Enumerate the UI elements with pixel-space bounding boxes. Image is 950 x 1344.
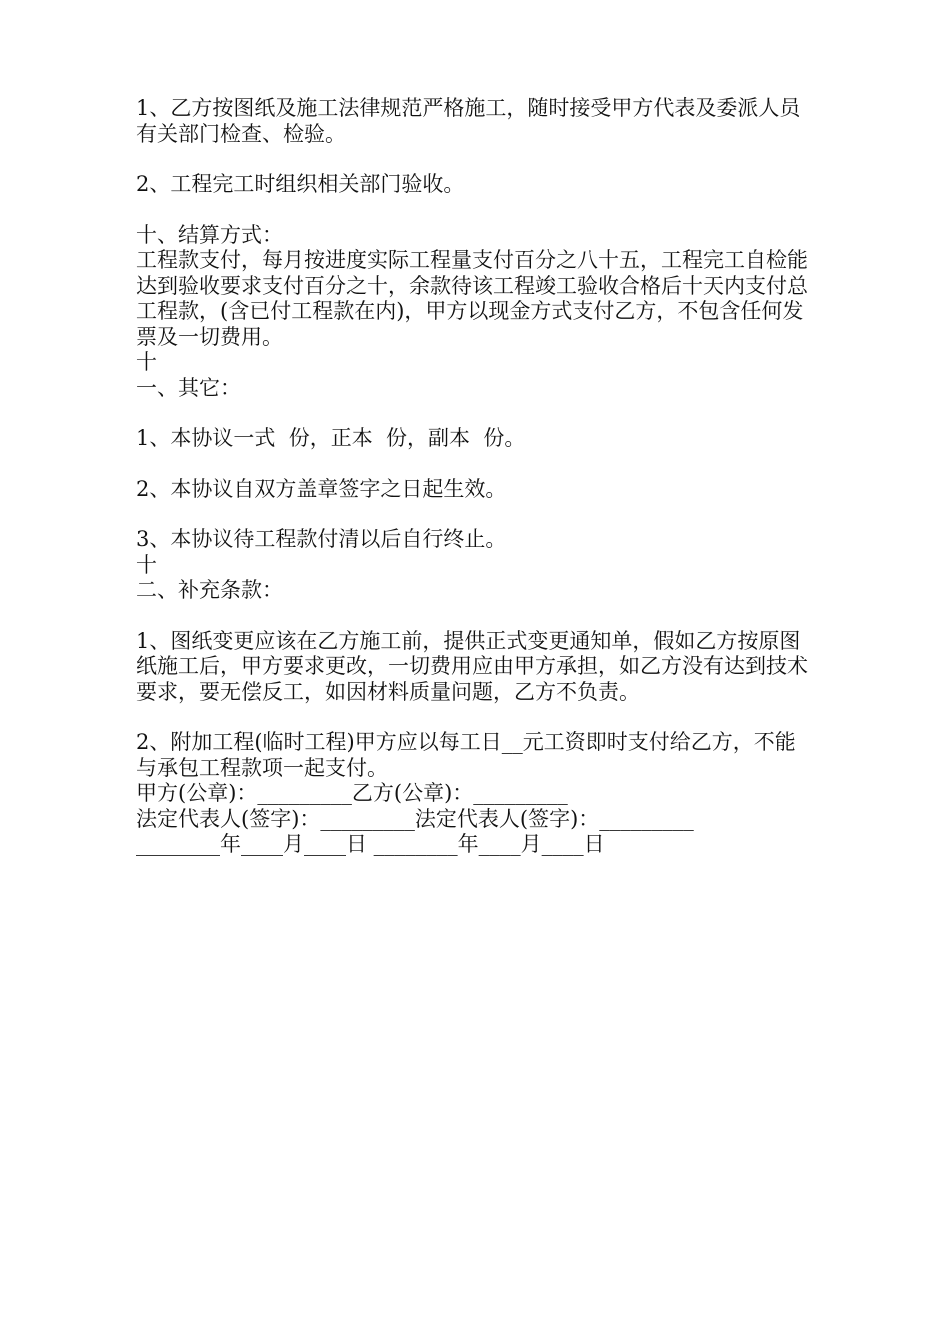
- clause-1: 1、乙方按图纸及施工法律规范严格施工，随时接受甲方代表及委派人员有关部门检查、检验。: [136, 96, 801, 146]
- section-11-clause-1: 1、本协议一式 份，正本 份，副本 份。: [136, 426, 526, 450]
- section-11-clause-2: 2、本协议自双方盖章签字之日起生效。: [136, 476, 507, 501]
- section-10-body: 工程款支付，每月按进度实际工程量支付百分之八十五，工程完工自检能达到验收要求支付百分之十，余款待该工程竣工验收合格后十天内支付总工程款，(含已付工程款在内)，甲方以现金方式支付乙方，不包含任何发票及一切费用。: [136, 248, 808, 349]
- spacer: [136, 147, 816, 172]
- section-11-heading: 一、其它：: [136, 375, 241, 400]
- clause-2: 2、工程完工时组织相关部门验收。: [136, 172, 465, 196]
- signature-line-seals: 甲方(公章)：_________乙方(公章)：_________: [136, 781, 568, 805]
- section-11-number: 十: [136, 350, 157, 374]
- spacer: [136, 452, 816, 477]
- signature-line-dates: ________年____月____日 ________年____月____日: [136, 832, 605, 856]
- spacer: [136, 198, 816, 223]
- spacer: [136, 705, 816, 730]
- section-11-clause-3: 3、本协议待工程款付清以后自行终止。: [136, 527, 507, 551]
- signature-line-representatives: 法定代表人(签字)：_________法定代表人(签字)：_________: [136, 806, 694, 831]
- section-12-clause-1: 1、图纸变更应该在乙方施工前，提供正式变更通知单，假如乙方按原图纸施工后，甲方要求更改，一切费用应由甲方承担，如乙方没有达到技术要求，要无偿反工，如因材料质量问题，乙方不负责。: [136, 628, 808, 704]
- section-10-heading: 十、结算方式：: [136, 222, 283, 247]
- section-12-number: 十: [136, 552, 157, 577]
- section-12-clause-2: 2、附加工程(临时工程)甲方应以每工日__元工资即时支付给乙方，不能与承包工程款项一起支付。: [136, 730, 796, 780]
- spacer: [136, 502, 816, 527]
- spacer: [136, 604, 816, 629]
- document-body: [136, 96, 816, 858]
- section-12-heading: 二、补充条款：: [136, 578, 283, 602]
- spacer: [136, 401, 816, 426]
